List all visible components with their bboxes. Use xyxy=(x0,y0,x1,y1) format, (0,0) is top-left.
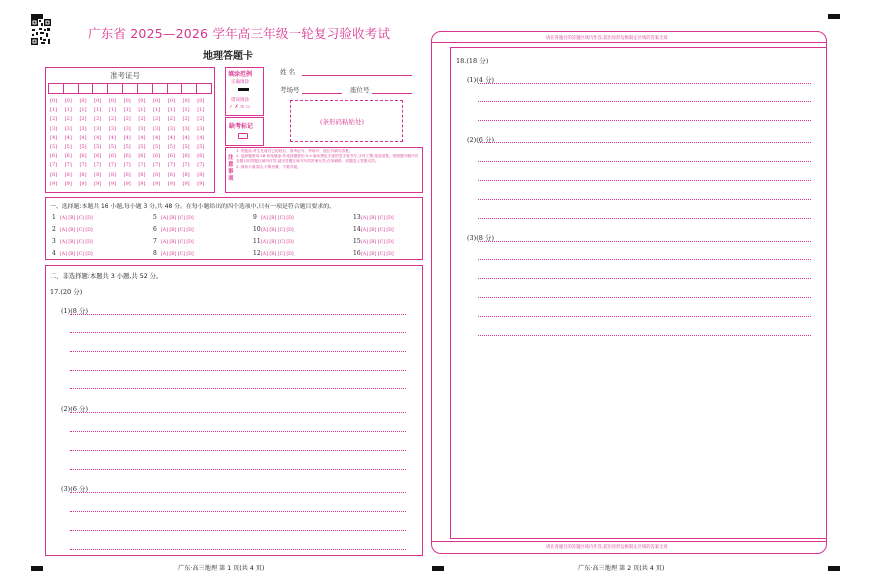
answer-line[interactable] xyxy=(478,161,811,162)
digit-bubble[interactable]: [6] xyxy=(64,153,72,160)
digit-bubble[interactable]: [8] xyxy=(123,171,131,178)
right-frame-divider-bottom xyxy=(431,541,827,542)
fill-example-label: 填涂范例 xyxy=(228,71,253,78)
digit-bubble[interactable]: [8] xyxy=(79,171,87,178)
digit-bubble[interactable]: [2] xyxy=(79,116,87,123)
digit-bubble[interactable]: [6] xyxy=(79,153,87,160)
digit-bubble[interactable]: [5] xyxy=(138,143,146,150)
digit-bubble[interactable]: [1] xyxy=(108,107,116,114)
answer-line[interactable] xyxy=(478,180,811,181)
mc-question-number: 11 xyxy=(253,238,261,245)
question-18-label: 18.(18 分) xyxy=(456,57,489,65)
digit-bubble[interactable]: [8] xyxy=(64,171,72,178)
digit-bubble[interactable]: [2] xyxy=(182,116,190,123)
digit-bubble[interactable]: [2] xyxy=(197,116,205,123)
question-17-part-3-label: (3)(6 分) xyxy=(61,485,88,493)
digit-bubble[interactable]: [4] xyxy=(123,134,131,141)
digit-bubble[interactable]: [8] xyxy=(167,171,175,178)
mc-question-number: 3 xyxy=(52,238,56,245)
mc-question-number: 15 xyxy=(353,238,361,245)
digit-bubble[interactable]: [6] xyxy=(123,153,131,160)
mc-question-number: 12 xyxy=(253,250,261,257)
digit-bubble[interactable]: [3] xyxy=(50,125,58,132)
mc-question-row[interactable] xyxy=(353,214,394,221)
digit-bubble[interactable]: [1] xyxy=(64,107,72,114)
answer-line[interactable] xyxy=(70,412,406,413)
seat-number-field[interactable] xyxy=(372,93,412,94)
digit-bubble[interactable]: [4] xyxy=(153,134,161,141)
digit-bubble[interactable]: [5] xyxy=(108,143,116,150)
digit-bubble[interactable]: [7] xyxy=(153,162,161,169)
mc-option-bubbles[interactable]: [A] [B] [C] [D] xyxy=(161,240,194,245)
answer-line[interactable] xyxy=(478,335,811,336)
answer-line[interactable] xyxy=(478,241,811,242)
question-17-label: 17.(20 分) xyxy=(50,288,83,296)
digit-bubble[interactable]: [6] xyxy=(138,153,146,160)
digit-bubble[interactable]: [1] xyxy=(94,107,102,114)
digit-bubble[interactable]: [1] xyxy=(50,107,58,114)
mc-option-bubbles[interactable]: [A] [B] [C] [D] xyxy=(60,252,93,257)
digit-bubble[interactable]: [0] xyxy=(182,98,190,104)
digit-bubble[interactable]: [3] xyxy=(64,125,72,132)
digit-bubble[interactable]: [0] xyxy=(79,98,87,104)
mc-question-number: 10 xyxy=(253,226,261,233)
digit-bubble[interactable]: [7] xyxy=(79,162,87,169)
digit-bubble[interactable]: [3] xyxy=(182,125,190,132)
answer-line[interactable] xyxy=(478,142,811,143)
digit-bubble[interactable]: [3] xyxy=(108,125,116,132)
digit-bubble[interactable]: [1] xyxy=(167,107,175,114)
digit-bubble[interactable]: [1] xyxy=(197,107,205,114)
digit-bubble[interactable]: [0] xyxy=(167,98,175,104)
card-subtitle: 地理答题卡 xyxy=(203,51,253,62)
notes-heading: 注意事项 xyxy=(228,155,234,182)
essay-section-title: 二、非选择题:本题共 3 小题,共 52 分。 xyxy=(50,273,163,280)
seat-number-label: 座位号 xyxy=(350,86,370,94)
answer-line[interactable] xyxy=(70,450,406,451)
digit-bubble[interactable]: [0] xyxy=(50,98,58,104)
mc-option-bubbles[interactable]: [A] [B] [C] [D] xyxy=(60,228,93,233)
digit-bubble[interactable]: [5] xyxy=(50,143,58,150)
question-17-part-1-label: (1)(8 分) xyxy=(61,307,88,315)
digit-bubble[interactable]: [1] xyxy=(138,107,146,114)
digit-bubble[interactable]: [4] xyxy=(64,134,72,141)
exam-number-write-cells[interactable] xyxy=(48,83,212,94)
digit-bubble[interactable]: [3] xyxy=(123,125,131,132)
mc-option-bubbles[interactable]: [A] [B] [C] [D] xyxy=(261,252,294,257)
mc-question-row[interactable] xyxy=(353,250,394,257)
answer-line[interactable] xyxy=(478,120,811,121)
digit-bubble[interactable]: [6] xyxy=(197,153,205,160)
name-label: 姓 名 xyxy=(280,68,296,76)
digit-bubble[interactable]: [4] xyxy=(167,134,175,141)
right-warning-bottom: 请在各题目的答题区域内作答,超出矩形边框限定区域的答案无效 xyxy=(546,545,668,550)
digit-bubble[interactable]: [4] xyxy=(182,134,190,141)
room-number-label: 考场号 xyxy=(280,86,300,94)
digit-bubble[interactable]: [4] xyxy=(197,134,205,141)
mc-option-bubbles[interactable]: [A] [B] [C] [D] xyxy=(361,228,394,233)
answer-line[interactable] xyxy=(478,278,811,279)
digit-bubble[interactable]: [5] xyxy=(123,143,131,150)
mc-question-row[interactable] xyxy=(153,250,194,257)
digit-bubble[interactable]: [9] xyxy=(108,180,116,187)
note-item-3: 3. 保持卡面清洁,不要折叠、不要弄破。 xyxy=(236,164,301,169)
digit-bubble[interactable]: [6] xyxy=(108,153,116,160)
digit-bubble[interactable]: [9] xyxy=(153,180,161,187)
mc-question-row[interactable] xyxy=(52,214,93,221)
digit-bubble[interactable]: [9] xyxy=(197,180,205,187)
answer-line[interactable] xyxy=(478,218,811,219)
exam-number-column xyxy=(124,97,131,189)
answer-line[interactable] xyxy=(70,469,406,470)
question-18-part-2-label: (2)(6 分) xyxy=(467,136,494,144)
essay-section-q17 xyxy=(45,265,423,556)
right-frame-divider-top xyxy=(431,42,827,43)
digit-bubble[interactable]: [3] xyxy=(138,125,146,132)
digit-bubble[interactable]: [4] xyxy=(108,134,116,141)
mc-question-number: 6 xyxy=(153,226,157,233)
qr-code-icon xyxy=(31,19,51,45)
mc-question-row[interactable] xyxy=(253,238,294,245)
digit-bubble[interactable]: [7] xyxy=(64,162,72,169)
digit-bubble[interactable]: [1] xyxy=(79,107,87,114)
digit-bubble[interactable]: [1] xyxy=(123,107,131,114)
wrong-fill-samples: ✓ ✗ ⊙ ▭ xyxy=(229,105,251,110)
question-18-part-1-label: (1)(4 分) xyxy=(467,76,494,84)
digit-bubble[interactable]: [5] xyxy=(153,143,161,150)
mc-question-number: 9 xyxy=(253,214,257,221)
digit-bubble[interactable]: [6] xyxy=(182,153,190,160)
barcode-label: (条形码粘贴处) xyxy=(320,118,365,126)
exam-number-label: 准考证号 xyxy=(110,71,140,80)
digit-bubble[interactable]: [7] xyxy=(50,162,58,169)
digit-bubble[interactable]: [9] xyxy=(167,180,175,187)
mc-question-row[interactable] xyxy=(353,226,394,233)
answer-line[interactable] xyxy=(478,259,811,260)
exam-number-column xyxy=(138,97,145,189)
answer-line[interactable] xyxy=(70,511,406,512)
digit-bubble[interactable]: [7] xyxy=(138,162,146,169)
mc-question-number: 5 xyxy=(153,214,157,221)
exam-number-column xyxy=(183,97,190,189)
registration-mark-top-right xyxy=(828,14,840,19)
digit-bubble[interactable]: [2] xyxy=(64,116,72,123)
digit-bubble[interactable]: [4] xyxy=(79,134,87,141)
mc-question-row[interactable] xyxy=(253,226,294,233)
answer-line[interactable] xyxy=(70,549,406,550)
exam-number-column xyxy=(153,97,160,189)
mc-question-number: 8 xyxy=(153,250,157,257)
exam-number-column xyxy=(197,97,204,189)
right-warning-top: 请在各题目的答题区域内作答,超出矩形边框限定区域的答案无效 xyxy=(546,36,668,41)
digit-bubble[interactable]: [4] xyxy=(94,134,102,141)
correct-fill-sample xyxy=(238,88,249,91)
answer-line[interactable] xyxy=(70,370,406,371)
mc-option-bubbles[interactable]: [A] [B] [C] [D] xyxy=(361,216,394,221)
mc-option-bubbles[interactable]: [A] [B] [C] [D] xyxy=(361,252,394,257)
answer-line[interactable] xyxy=(70,530,406,531)
mc-question-number: 1 xyxy=(52,214,56,221)
digit-bubble[interactable]: [1] xyxy=(182,107,190,114)
exam-number-column xyxy=(50,97,57,189)
mc-question-number: 13 xyxy=(353,214,361,221)
answer-line[interactable] xyxy=(478,101,811,102)
digit-bubble[interactable]: [0] xyxy=(123,98,131,104)
mc-option-bubbles[interactable]: [A] [B] [C] [D] xyxy=(161,252,194,257)
question-17-part-2-label: (2)(6 分) xyxy=(61,405,88,413)
answer-line[interactable] xyxy=(478,83,811,84)
digit-bubble[interactable]: [1] xyxy=(153,107,161,114)
digit-bubble[interactable]: [5] xyxy=(79,143,87,150)
exam-number-column xyxy=(168,97,175,189)
absent-mark-bubble[interactable] xyxy=(238,133,248,139)
digit-bubble[interactable]: [5] xyxy=(94,143,102,150)
digit-bubble[interactable]: [7] xyxy=(108,162,116,169)
digit-bubble[interactable]: [7] xyxy=(182,162,190,169)
mc-question-row[interactable] xyxy=(153,238,194,245)
digit-bubble[interactable]: [7] xyxy=(94,162,102,169)
mc-question-number: 14 xyxy=(353,226,361,233)
digit-bubble[interactable]: [3] xyxy=(197,125,205,132)
mc-option-bubbles[interactable]: [A] [B] [C] [D] xyxy=(161,228,194,233)
exam-number-column xyxy=(94,97,101,189)
digit-bubble[interactable]: [0] xyxy=(197,98,205,104)
digit-bubble[interactable]: [0] xyxy=(94,98,102,104)
digit-bubble[interactable]: [8] xyxy=(50,171,58,178)
digit-bubble[interactable]: [2] xyxy=(50,116,58,123)
footer-right: 广东·高三地理 第 2 页(共 4 页) xyxy=(578,565,665,572)
mc-question-number: 2 xyxy=(52,226,56,233)
answer-line[interactable] xyxy=(70,388,406,389)
digit-bubble[interactable]: [9] xyxy=(94,180,102,187)
footer-left: 广东·高三地理 第 1 页(共 4 页) xyxy=(178,565,265,572)
correct-fill-label: 正确填涂 xyxy=(231,80,249,85)
digit-bubble[interactable]: [6] xyxy=(94,153,102,160)
digit-bubble[interactable]: [5] xyxy=(197,143,205,150)
digit-bubble[interactable]: [8] xyxy=(94,171,102,178)
mc-question-row[interactable] xyxy=(253,250,294,257)
mc-option-bubbles[interactable]: [A] [B] [C] [D] xyxy=(60,240,93,245)
answer-line[interactable] xyxy=(70,492,406,493)
registration-mark-bottom-left xyxy=(31,566,43,571)
note-item-1: 1. 答题前,考生先将自己的姓名、准考证号、考场号、座位号填写清楚。 xyxy=(236,149,353,153)
digit-bubble[interactable]: [8] xyxy=(153,171,161,178)
answer-line[interactable] xyxy=(478,297,811,298)
mc-question-number: 7 xyxy=(153,238,157,245)
mc-option-bubbles[interactable]: [A] [B] [C] [D] xyxy=(60,216,93,221)
mc-question-row[interactable] xyxy=(52,250,93,257)
digit-bubble[interactable]: [6] xyxy=(153,153,161,160)
note-item-2: 2. 选择题使用 2B 铅笔填涂;非选择题使用 0.5 毫米黑色字迹的签字笔书写,字体工整,笔迹清楚。按照题号顺序在各题目的答题区域内作答,超出答题区域书写的答案无效;在草稿纸、试题卷上答题无效。 xyxy=(236,154,419,164)
exam-number-bubble-grid[interactable] xyxy=(50,97,212,192)
digit-bubble[interactable]: [3] xyxy=(167,125,175,132)
digit-bubble[interactable]: [8] xyxy=(182,171,190,178)
answer-line[interactable] xyxy=(478,316,811,317)
digit-bubble[interactable]: [8] xyxy=(138,171,146,178)
answer-line[interactable] xyxy=(70,314,406,315)
mc-question-row[interactable] xyxy=(52,226,93,233)
digit-bubble[interactable]: [5] xyxy=(182,143,190,150)
digit-bubble[interactable]: [7] xyxy=(123,162,131,169)
mc-question-number: 4 xyxy=(52,250,56,257)
name-field[interactable] xyxy=(302,75,412,76)
digit-bubble[interactable]: [9] xyxy=(123,180,131,187)
registration-mark-bottom-center xyxy=(432,566,444,571)
mc-option-bubbles[interactable]: [A] [B] [C] [D] xyxy=(161,216,194,221)
digit-bubble[interactable]: [9] xyxy=(79,180,87,187)
notes-list xyxy=(236,149,419,170)
digit-bubble[interactable]: [2] xyxy=(167,116,175,123)
exam-number-column xyxy=(109,97,116,189)
digit-bubble[interactable]: [0] xyxy=(108,98,116,104)
digit-bubble[interactable]: [9] xyxy=(138,180,146,187)
digit-bubble[interactable]: [4] xyxy=(138,134,146,141)
digit-bubble[interactable]: [7] xyxy=(167,162,175,169)
digit-bubble[interactable]: [2] xyxy=(153,116,161,123)
digit-bubble[interactable]: [5] xyxy=(64,143,72,150)
wrong-fill-label: 错误填涂 xyxy=(231,98,249,103)
digit-bubble[interactable]: [2] xyxy=(138,116,146,123)
digit-bubble[interactable]: [0] xyxy=(138,98,146,104)
digit-bubble[interactable]: [6] xyxy=(50,153,58,160)
mc-question-row[interactable] xyxy=(153,214,194,221)
digit-bubble[interactable]: [2] xyxy=(108,116,116,123)
digit-bubble[interactable]: [2] xyxy=(123,116,131,123)
digit-bubble[interactable]: [7] xyxy=(197,162,205,169)
mc-option-bubbles[interactable]: [A] [B] [C] [D] xyxy=(361,240,394,245)
digit-bubble[interactable]: [4] xyxy=(50,134,58,141)
digit-bubble[interactable]: [0] xyxy=(153,98,161,104)
mc-question-row[interactable] xyxy=(353,238,394,245)
mc-option-bubbles[interactable]: [A] [B] [C] [D] xyxy=(261,228,294,233)
digit-bubble[interactable]: [9] xyxy=(64,180,72,187)
answer-line[interactable] xyxy=(478,199,811,200)
multiple-choice-title: 一、选择题:本题共 16 小题,每小题 3 分,共 48 分。在每小题给出的四个选项中,只有一项是符合题目要求的。 xyxy=(50,204,335,210)
mc-question-row[interactable] xyxy=(153,226,194,233)
mc-option-bubbles[interactable]: [A] [B] [C] [D] xyxy=(261,216,294,221)
digit-bubble[interactable]: [3] xyxy=(79,125,87,132)
digit-bubble[interactable]: [9] xyxy=(50,180,58,187)
digit-bubble[interactable]: [8] xyxy=(197,171,205,178)
exam-number-column xyxy=(65,97,72,189)
absent-mark-label: 缺考标记 xyxy=(229,123,254,130)
digit-bubble[interactable]: [3] xyxy=(153,125,161,132)
room-number-field[interactable] xyxy=(302,93,342,94)
mc-question-row[interactable] xyxy=(52,238,93,245)
mc-question-row[interactable] xyxy=(253,214,294,221)
answer-line[interactable] xyxy=(70,431,406,432)
question-18-part-3-label: (3)(8 分) xyxy=(467,234,494,242)
digit-bubble[interactable]: [9] xyxy=(182,180,190,187)
exam-title: 广东省 2025—2026 学年高三年级一轮复习验收考试 xyxy=(88,26,391,41)
mc-option-bubbles[interactable]: [A] [B] [C] [D] xyxy=(261,240,294,245)
answer-line[interactable] xyxy=(70,351,406,352)
digit-bubble[interactable]: [3] xyxy=(94,125,102,132)
answer-line[interactable] xyxy=(70,332,406,333)
digit-bubble[interactable]: [8] xyxy=(108,171,116,178)
mc-question-number: 16 xyxy=(353,250,361,257)
registration-mark-bottom-right xyxy=(828,566,840,571)
digit-bubble[interactable]: [5] xyxy=(167,143,175,150)
exam-number-column xyxy=(79,97,86,189)
digit-bubble[interactable]: [0] xyxy=(64,98,72,104)
digit-bubble[interactable]: [6] xyxy=(167,153,175,160)
digit-bubble[interactable]: [2] xyxy=(94,116,102,123)
